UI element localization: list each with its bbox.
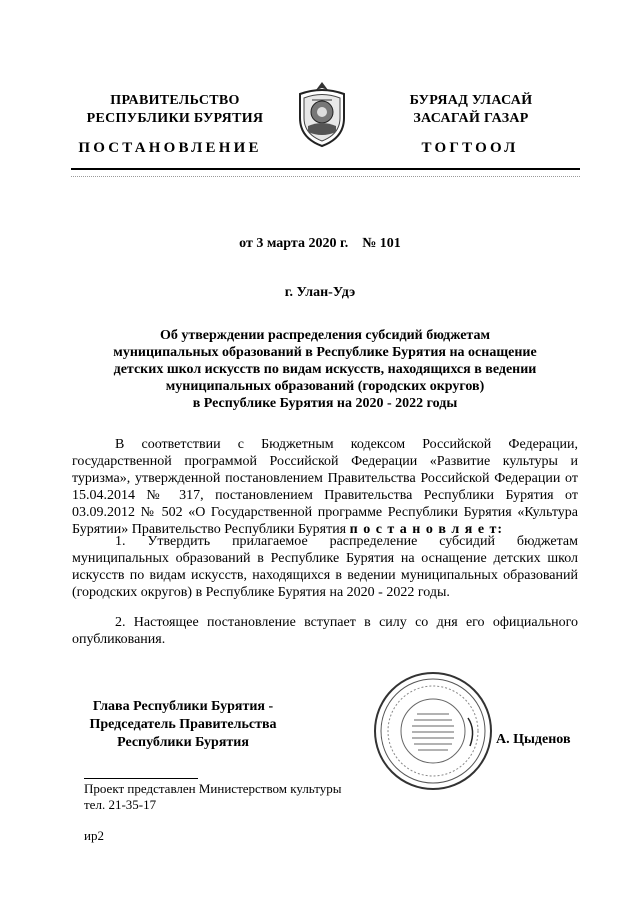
title-line: муниципальных образований в Республике Бурятия на оснащение <box>113 345 537 360</box>
stamp-icon <box>372 670 494 792</box>
header-left <box>60 92 290 128</box>
document-title <box>72 327 578 412</box>
preamble <box>72 436 578 538</box>
signatory-name: А. Цыденов <box>496 732 571 747</box>
position-line: Председатель Правительства <box>89 717 277 732</box>
item-1: 1. Утвердить прилагаемое распределение субсидий бюджетам муниципальных образований в Республике Бурятия на оснащение детских школ искусств по видам искусств, находящихся в ведении муниципальных образований (городских округов) в Республике Бурятия на 2020 - 2022 годы. <box>72 534 578 600</box>
title-line: Об утверждении распределения субсидий бюджетам <box>159 328 490 343</box>
phone: тел. 21-35-17 <box>84 797 157 812</box>
header-dotted-line <box>71 176 580 177</box>
title-line: детских школ искусств по видам искусств, находящихся в ведении <box>113 362 537 377</box>
government-name-bua: БУРЯАД УЛАСАЙ <box>409 93 533 108</box>
date-number: от 3 марта 2020 г. № 101 <box>239 236 401 251</box>
resolves-word: п о с т а н о в л я е т: <box>349 522 504 537</box>
preamble-text: В соответствии с Бюджетным кодексом Российской Федерации, государственной программой Российской Федерации «Развитие культуры и туризма», утвержденной постановлением Правительства Российской Федерации от 15.04.2014 № 317, постановлением Правительства Республики Бурятия от 03.09.2012 № 502 «О Государственной программе Республики Бурятия «Культура Бурятии» Правительство Республики Бурятия <box>72 437 578 537</box>
doc-type-ru: ПОСТАНОВЛЕНИЕ <box>78 140 262 156</box>
doc-type-bua: ТОГТООЛ <box>421 140 519 156</box>
emblem-icon <box>292 78 352 150</box>
republic-name-ru: РЕСПУБЛИКИ БУРЯТИЯ <box>86 111 264 126</box>
header-right <box>356 92 586 128</box>
title-line: в Республике Бурятия на 2020 - 2022 годы <box>192 396 458 411</box>
republic-name-bua: ЗАСАГАЙ ГАЗАР <box>413 111 529 126</box>
position-line: Глава Республики Бурятия - <box>92 699 274 714</box>
city: г. Улан-Удэ <box>284 285 356 300</box>
header-rule <box>71 168 580 170</box>
signatory-position <box>72 698 294 752</box>
footer-rule <box>84 778 198 779</box>
title-line: муниципальных образований (городских округов) <box>165 379 485 394</box>
item-2: 2. Настоящее постановление вступает в силу со дня его официального опубликования. <box>72 615 578 647</box>
prepared-by: Проект представлен Министерством культуры <box>84 781 342 796</box>
government-name-ru: ПРАВИТЕЛЬСТВО <box>110 93 240 108</box>
document-code: ир2 <box>84 828 104 843</box>
position-line: Республики Бурятия <box>117 735 249 750</box>
